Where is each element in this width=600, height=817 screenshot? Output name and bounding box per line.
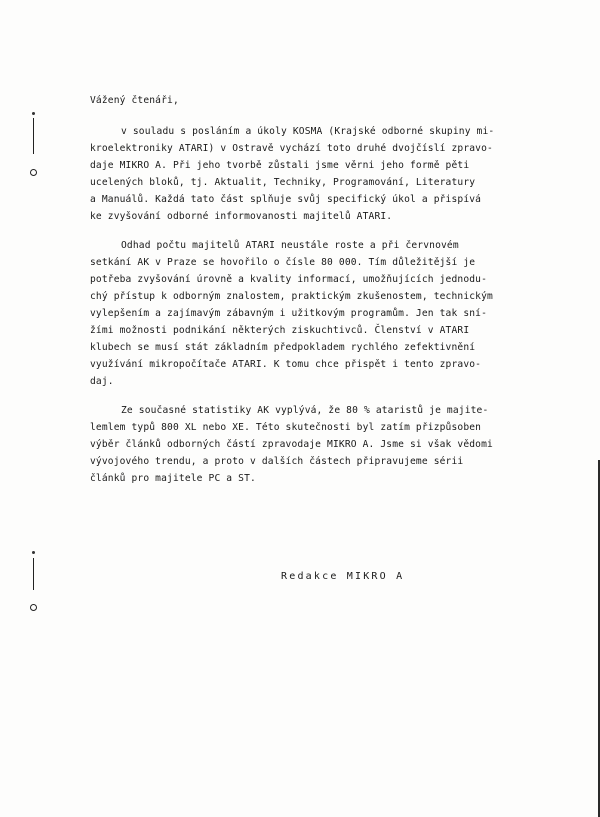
paragraph-2-line-3: potřeba zvyšování úrovně a kvality informací, umožňujících jednodu- (90, 274, 488, 285)
binder-ring-bottom (30, 604, 37, 611)
paragraph-3-line-2: lemlem typů 800 XL nebo XE. Této skutečnosti byl zatím přizpůsoben (90, 422, 482, 433)
paragraph-2-line-2: setkání AK v Praze se hovořilo o čísle 80 000. Tím důležitější je (90, 257, 476, 268)
signature: Redakce MIKRO A (281, 571, 405, 582)
paragraph-3-line-5: článků pro majitele PC a ST. (90, 473, 256, 484)
paragraph-1-line-3: daje MIKRO A. Při jeho tvorbě zůstali jsme věrni jeho formě pěti (90, 160, 470, 171)
paragraph-1-line-6: ke zvyšování odborné informovanosti majitelů ATARI. (90, 211, 393, 222)
binder-hole-bottom (32, 551, 35, 554)
paragraph-2-line-1: Odhad počtu majitelů ATARI neustále roste a při červnovém (121, 240, 459, 251)
paragraph-2-line-9: daj. (90, 376, 114, 387)
paragraph-2-line-5: vylepšením a zajímavým zábavným i užitkovým programům. Jen tak sní- (90, 308, 488, 319)
salutation: Vážený čtenáři, (90, 95, 179, 106)
paragraph-3-line-4: vývojového trendu, a proto v dalších částech připravujeme sérii (90, 456, 464, 467)
paragraph-2-line-7: klubech se musí stát základním předpokladem rychlého zefektivnění (90, 342, 476, 353)
paragraph-2-line-8: využívání mikropočítače ATARI. K tomu chce přispět i tento zpravo- (90, 359, 482, 370)
paragraph-3-line-1: Ze současné statistiky AK vyplývá, že 80 % ataristů je majite- (121, 405, 489, 416)
paragraph-1-line-1: v souladu s posláním a úkoly KOSMA (Krajské odborné skupiny mi- (121, 126, 495, 137)
paragraph-3-line-3: výběr článků odborných částí zpravodaje MIKRO A. Jsme si však vědomi (90, 439, 493, 450)
paragraph-1-line-2: kroelektroniky ATARI) v Ostravě vychází toto druhé dvojčíslí zpravo- (90, 143, 493, 154)
binder-hole-top (32, 112, 35, 115)
paragraph-2-line-4: chý přístup k odborným znalostem, praktickým zkušenostem, technickým (90, 291, 493, 302)
binder-ring-top (30, 169, 37, 176)
binder-line-bottom (33, 558, 34, 590)
paragraph-1-line-4: ucelených bloků, tj. Aktualit, Techniky, Programování, Literatury (90, 177, 476, 188)
binder-line-top (33, 118, 34, 154)
paragraph-2-line-6: žími možnosti podnikání některých ziskuchtivců. Členství v ATARI (90, 325, 470, 336)
paragraph-1-line-5: a Manuálů. Každá tato část splňuje svůj specifický úkol a přispívá (90, 194, 482, 205)
